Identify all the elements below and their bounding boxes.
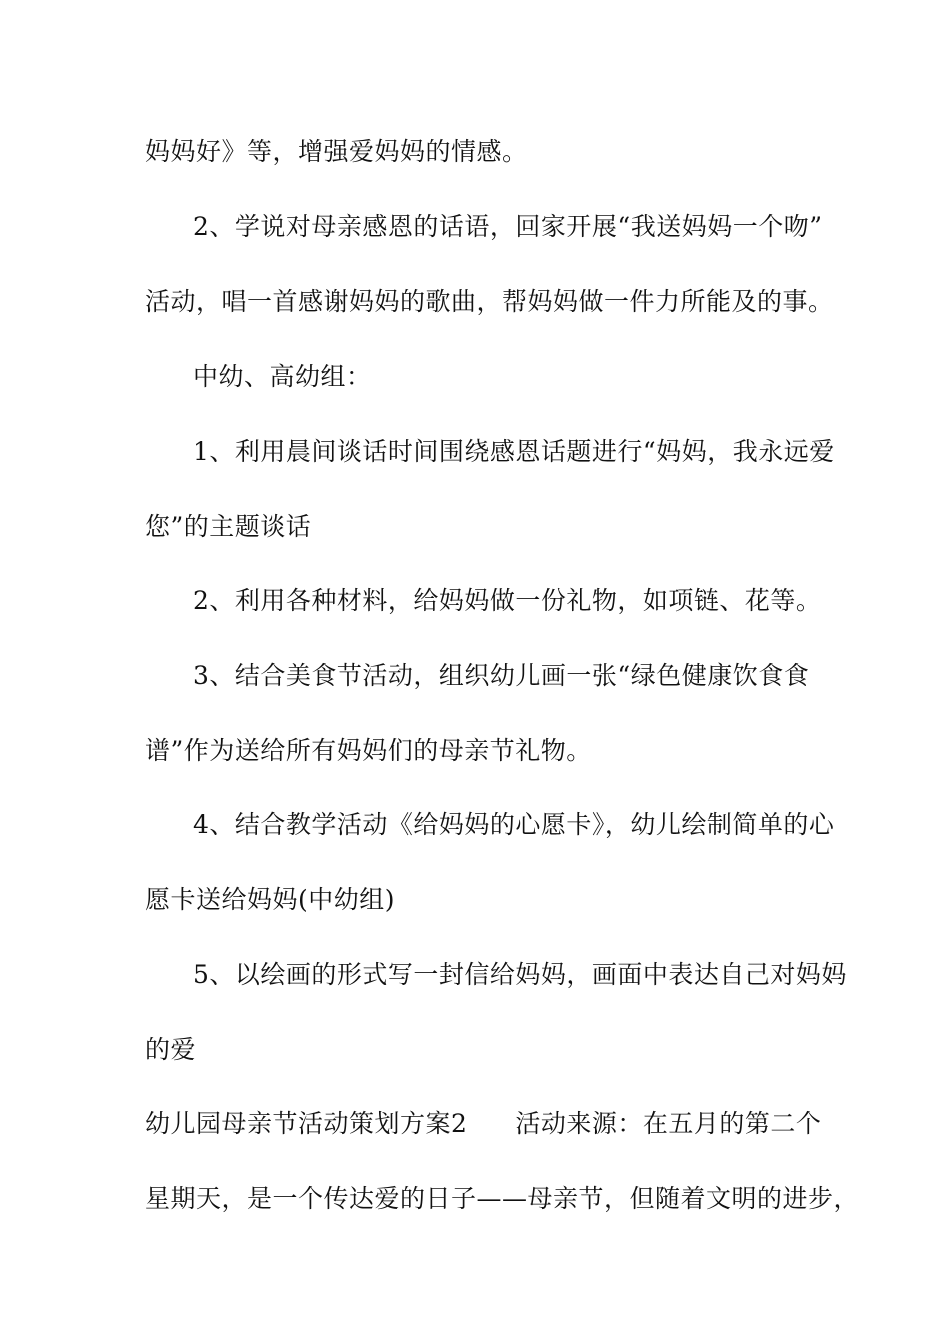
text-line-1: 妈妈好》等，增强爱妈妈的情感。 [145,137,528,166]
text-line-6: 您”的主题谈话 [145,512,312,541]
text-line-8: 3、结合美食节活动，组织幼儿画一张“绿色健康饮食食 [193,661,810,690]
text-line-3: 活动，唱一首感谢妈妈的歌曲，帮妈妈做一件力所能及的事。 [145,287,834,316]
text-line-10: 4、结合教学活动《给妈妈的心愿卡》，幼儿绘制简单的心 [193,810,835,839]
text-line-11: 愿卡送给妈妈(中幼组) [145,885,396,914]
text-line-12: 5、以绘画的形式写一封信给妈妈，画面中表达自己对妈妈 [193,960,847,989]
section-heading-line [145,1108,821,1140]
text-line-7: 2、利用各种材料，给妈妈做一份礼物，如项链、花等。 [193,586,822,615]
section-intro: 活动来源：在五月的第二个 [515,1109,822,1138]
text-line-last: 星期天，是一个传达爱的日子——母亲节，但随着文明的进步， [145,1184,860,1213]
text-line-13: 的爱 [145,1035,197,1064]
text-line-5: 1、利用晨间谈话时间围绕感恩话题进行“妈妈，我永远爱 [193,437,835,466]
text-line-2: 2、学说对母亲感恩的话语，回家开展“我送妈妈一个吻” [193,212,823,241]
text-line-9: 谱”作为送给所有妈妈们的母亲节礼物。 [145,736,592,765]
section-title: 幼儿园母亲节活动策划方案2 [145,1109,468,1138]
text-line-4: 中幼、高幼组： [193,362,372,391]
